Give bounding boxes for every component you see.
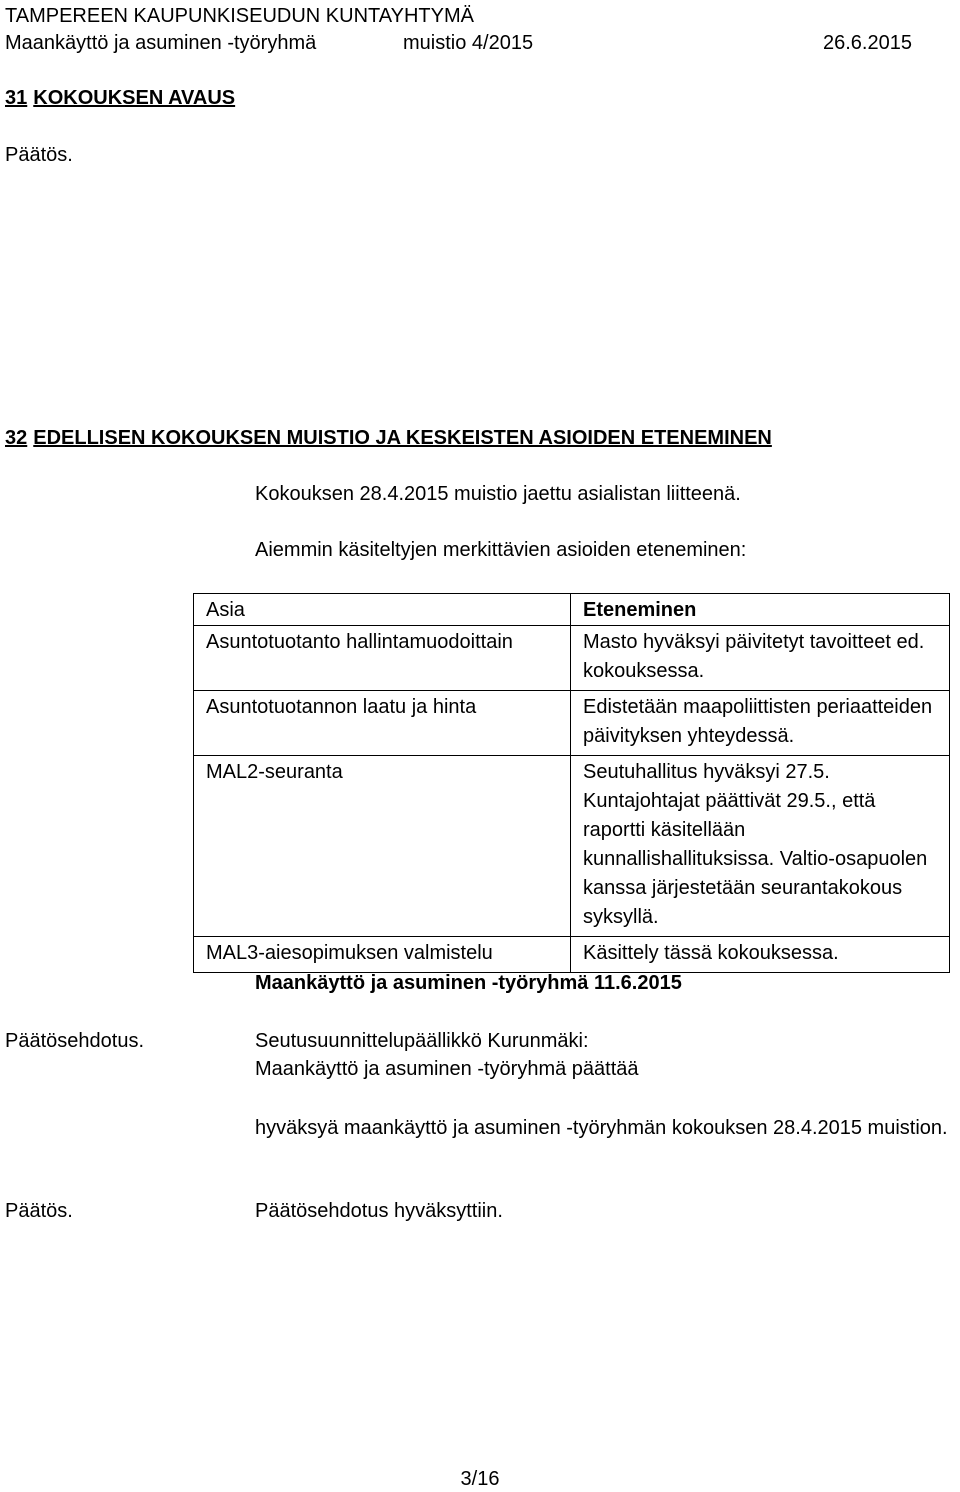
header-date: 26.6.2015: [823, 32, 912, 54]
table-row: [194, 626, 950, 691]
proposal-line: Maankäyttö ja asuminen -työryhmä päättää: [255, 1058, 639, 1080]
section-31-number: 31: [5, 87, 28, 109]
table-cell-eteneminen: Käsittely tässä kokouksessa.: [571, 937, 950, 973]
table-cell-eteneminen: Edistetään maapoliittisten periaatteiden päivityksen yhteydessä.: [571, 691, 950, 756]
table-row: [194, 691, 950, 756]
decision-label: Päätös.: [5, 1200, 73, 1222]
header-memo: muistio 4/2015: [403, 32, 534, 54]
page-number: 3/16: [460, 1468, 500, 1490]
decision-text: Päätösehdotus hyväksyttiin.: [255, 1200, 503, 1222]
meeting-heading: Maankäyttö ja asuminen -työryhmä 11.6.2015: [255, 972, 682, 994]
table-cell-asia: MAL3-aiesopimuksen valmistelu: [194, 937, 571, 973]
section-31-decision-label: Päätös.: [5, 144, 73, 166]
table-cell-eteneminen: Seutuhallitus hyväksyi 27.5. Kuntajohtajat päättivät 29.5., että raportti käsitellään kunnallishallituksissa. Valtio-osapuolen kanssa järjestetään seurantakokous syksyllä.: [571, 756, 950, 937]
table-cell-eteneminen: Masto hyväksyi päivitetyt tavoitteet ed. kokouksessa.: [571, 626, 950, 691]
progress-intro-text: Aiemmin käsiteltyjen merkittävien asioiden eteneminen:: [255, 539, 747, 561]
section-32-title: EDELLISEN KOKOUKSEN MUISTIO JA KESKEISTEN ASIOIDEN ETENEMINEN: [33, 427, 772, 449]
table-row: [194, 937, 950, 973]
table-header-asia: Asia: [194, 594, 571, 626]
header-info-row: [5, 31, 920, 55]
proposal-text: hyväksyä maankäyttö ja asuminen -työryhmän kokouksen 28.4.2015 muistion.: [255, 1117, 948, 1139]
section-32-heading: [5, 426, 772, 450]
header-group: Maankäyttö ja asuminen -työryhmä: [5, 32, 317, 54]
proposal-label: Päätösehdotus.: [5, 1030, 144, 1052]
section-31-title: KOKOUKSEN AVAUS: [33, 87, 236, 109]
table-cell-asia: MAL2-seuranta: [194, 756, 571, 937]
header-organization: TAMPEREEN KAUPUNKISEUDUN KUNTAYHTYMÄ: [5, 5, 474, 27]
table-cell-asia: Asuntotuotannon laatu ja hinta: [194, 691, 571, 756]
proposer-text: Seutusuunnittelupäällikkö Kurunmäki:: [255, 1030, 589, 1052]
table-row: [194, 756, 950, 937]
memo-distributed-text: Kokouksen 28.4.2015 muistio jaettu asialistan liitteenä.: [255, 483, 741, 505]
table-header-eteneminen: Eteneminen: [571, 594, 950, 626]
table-header-row: [194, 594, 950, 626]
section-31-heading: [5, 86, 235, 110]
progress-table: [193, 593, 950, 973]
section-32-number: 32: [5, 427, 28, 449]
table-cell-asia: Asuntotuotanto hallintamuodoittain: [194, 626, 571, 691]
